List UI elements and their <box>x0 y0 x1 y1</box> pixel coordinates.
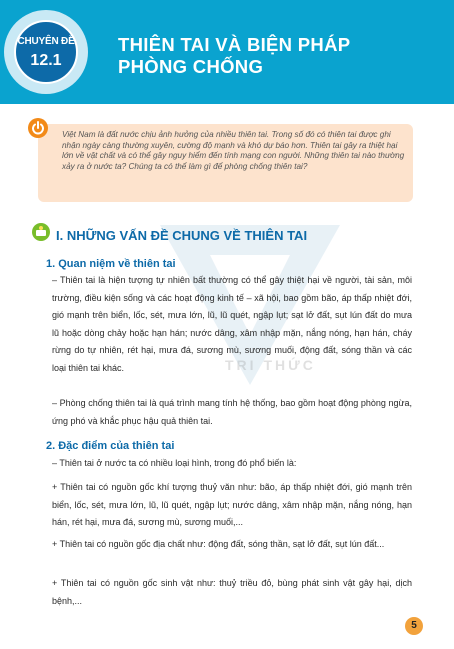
section-book-icon <box>32 223 50 241</box>
topic-number: 12.1 <box>30 52 62 69</box>
paragraph-types: – Thiên tai ở nước ta có nhiều loại hình, trong đó phổ biến là: <box>52 458 297 468</box>
power-icon <box>28 118 48 138</box>
chapter-header <box>0 0 454 104</box>
chapter-title-line1: THIÊN TAI VÀ BIỆN PHÁP <box>118 34 351 55</box>
section-title: I. NHỮNG VẤN ĐỀ CHUNG VỀ THIÊN TAI <box>56 228 308 243</box>
paragraph-biological: + Thiên tai có nguồn gốc sinh vật như: thuỷ triều đỏ, bùng phát sinh vật gây hại, dịch bệnh,... <box>52 578 412 606</box>
subsection-title-2: 2. Đặc điểm của thiên tai <box>46 440 175 452</box>
watermark-text: TRI THỨC <box>225 357 316 373</box>
topic-label: CHUYÊN ĐỀ <box>17 36 75 47</box>
paragraph-definition: – Thiên tai là hiện tượng tự nhiên bất thường có thể gây thiệt hại về người, tài sản, môi trường, điều kiện sống và các hoạt động kinh tế – xã hội, bao gồm bão, áp thấp nhiệt đới, gió mạnh trên biển, lốc, sét, mưa lớn, lũ, lũ quét, ngập lụt; sạt lở đất, sụt lún đất do mưa lũ hoặc dòng chảy hoặc hạn hán; nước dâng, xâm nhập mặn, nắng nóng, hạn hán, cháy rừng do tự nhiên, rét hại, mưa đá, sương mù, sương muối, động đất, sóng thần và các loại thiên tai khác. <box>52 275 412 373</box>
intro-text: Việt Nam là đất nước chịu ảnh hưởng của nhiều thiên tai. Trong số đó có thiên tai được ghi nhận ngày càng thường xuyên, cường độ mạnh và khó dự báo hơn. Thiên tai gây ra thiệt hại lớn về vật chất và có thể gây nguy hiểm đến tính mạng con người. Những thiên tai nào thường xảy ra ở nước ta? Chúng ta có thể làm gì để phòng chống thiên tai? <box>62 130 405 171</box>
paragraph-geological: + Thiên tai có nguồn gốc địa chất như: động đất, sóng thần, sạt lở đất, sụt lún đất... <box>52 539 385 549</box>
subsection-title-1: 1. Quan niệm về thiên tai <box>46 258 176 270</box>
topic-badge <box>14 20 78 84</box>
chapter-title <box>118 34 350 78</box>
chapter-title-line2: PHÒNG CHỐNG <box>118 56 264 77</box>
paragraph-meteorological: + Thiên tai có nguồn gốc khí tượng thuỷ văn như: bão, áp thấp nhiệt đới, gió mạnh trên biển, lốc, sét, mưa lớn, lũ, lũ quét, ngập lụt; nước dâng, xâm nhập mặn, nắng nóng, hạn hán, rét hại, mưa đá, sương mù, sương muối,... <box>52 482 412 527</box>
page-number: 5 <box>405 617 423 635</box>
paragraph-prevention: – Phòng chống thiên tai là quá trình mang tính hệ thống, bao gồm hoạt động phòng ngừa, ứng phó và khắc phục hậu quả thiên tai. <box>52 398 412 426</box>
